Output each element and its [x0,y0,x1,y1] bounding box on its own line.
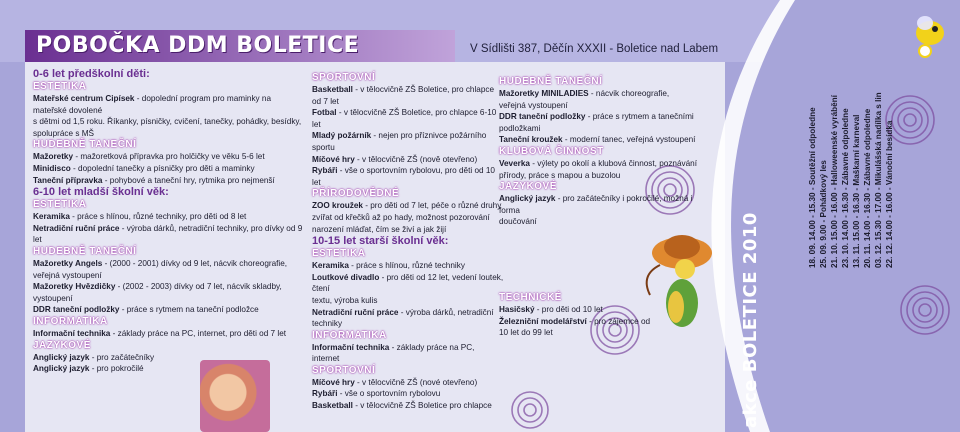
list-estetika2 [33,211,305,246]
section-informatika-2: INFORMATIKA [312,329,387,341]
list-item: Fotbal - v tělocvičně ZŠ Boletice, pro chlapce 6-10 let [312,108,497,129]
list-tanec2 [33,258,305,316]
event-item: 13. 11. 15.00 - 16.30 - Maškarní karneval [852,114,861,268]
list-item: Mažoretky - mažoretková přípravka pro holčičky ve věku 5-6 let [33,152,265,162]
events-title: akce BOLETICE 2010 [740,212,761,428]
list-item: Mateřské centrum Cipísek - dopolední program pro maminky na mateřské dovolené [33,94,272,115]
event-item: 20. 11. 14.00 - 16.30 - Zábavné odpoledne [863,108,872,268]
section-hudebne-tanecni-3: HUDEBNĚ TANEČNÍ [499,76,603,87]
list-item: Minidisco - dopolední tanečky a písničky pro děti a maminky [33,163,255,173]
list-item: doučování [499,217,537,227]
section-estetika-2: ESTETIKA [33,199,87,211]
list-item: Taneční přípravka - pohybové a taneční hry, rytmika pro nejmenší [33,175,275,185]
list-informatika-2 [312,342,504,365]
list-sportovni [312,84,504,188]
list-item: Taneční kroužek - moderní tanec, veřejná vystoupení [499,135,696,145]
list-item: Informační technika - základy práce na PC, internet [312,342,475,364]
bee-logo-icon [905,5,955,60]
list-item: ZOO kroužek - pro děti od 7 let, péče o různé druhy [312,201,502,211]
list-item: Informační technika - základy práce na PC, internet, pro děti od 7 let [33,328,287,338]
list-informatika [33,328,305,340]
column-3 [499,76,699,339]
section-hudebne-tanecni-2: HUDEBNĚ TANEČNÍ [33,245,137,257]
list-item: Veverka - výlety po okolí a klubová činnost, poznávání [499,158,697,168]
section-hudebne-tanecni: HUDEBNĚ TANEČNÍ [33,139,137,151]
section-sportovni-2: SPORTOVNÍ [312,364,376,376]
section-estetika: ESTETIKA [33,81,87,92]
heading-younger-school: 6-10 let mladší školní věk: [33,186,169,199]
heading-older-school: 10-15 let starší školní věk: [312,235,449,248]
list-item: DDR taneční podložky - práce s rytmem na taneční podložce [33,305,259,315]
list-jazykove [33,352,305,375]
list-item: Mladý požárník - nejen pro příznivce požárního sportu [312,131,487,152]
list-item: veřejná vystoupení [499,100,568,110]
list-sportovni-2 [312,377,504,412]
heading-preschool: 0-6 let předškolní děti: [33,68,150,80]
list-jazykove-3 [499,193,699,228]
section-jazykove: JAZYKOVÉ [33,339,91,351]
list-item: Míčové hry - v tělocvičně ZŠ (nově otevřeno) [312,154,478,164]
list-item: Anglický jazyk - pro začátečníky i pokročilé, možná i forma [499,194,693,215]
column-1 [33,68,305,375]
list-item: podložkami [499,123,541,133]
section-technicke: TECHNICKÉ [499,291,562,303]
event-item: 18. 09. 14.00 - 15.30 - Soutěžní odpoledne [808,107,817,268]
events-list [800,92,900,430]
list-estetika3 [312,260,504,330]
list-item: DDR taneční podložky - práce s rytmem a tanečními [499,112,694,122]
list-item: Mažoretky MINILADIES - nácvik choreografie, [499,89,670,98]
list-item: Rybáři - vše o sportovním rybolovu, pro děti od 10 let [312,166,495,187]
list-item: Anglický jazyk - pro začátečníky [33,352,155,362]
list-item: Anglický jazyk - pro pokročilé [33,364,144,374]
section-jazykove-3: JAZYKOVÉ [499,181,557,193]
list-item: Basketball - v tělocvičně ZŠ Boletice, pro chlapce od 7 let [312,85,495,106]
event-item: 21. 10. 15.00 - 16.00 - Halloweenské vyrábění [830,95,839,268]
list-item: 10 let do 99 let [499,328,553,338]
list-item: narození mláďat, čím se živí a jak žijí [312,224,447,234]
list-item: Basketball - v tělocvičně ZŠ Boletice pro chlapce [312,401,492,411]
event-item: 03. 12. 15.30 - 17.00 - Mikulášská nadílka s lin [874,92,883,268]
event-item: 23. 10. 14.00 - 16.30 - Zábavné odpoledne [841,108,850,268]
list-item: s dětmi od 1,5 roku. Říkanky, písničky, cvičení, tanečky, pohádky, besídky, spolupráce s MŠ [33,117,302,138]
list-item: přírody, práce s mapou a buzolou [499,170,621,180]
address: V Sídlišti 387, Děčín XXXII - Boletice nad Labem [470,43,719,55]
list-item: Železniční modelářství - pro zájemce od [499,316,651,326]
section-sportovni: SPORTOVNÍ [312,72,376,83]
list-item: Mažoretky Hvězdičky - (2002 - 2003) dívky od 7 let, nácvik skladby, vystoupení [33,282,282,303]
list-item: Míčové hry - v tělocvičně ZŠ (nové otevřeno) [312,377,478,387]
event-item: 25. 09. 9.00 - Pohádkový les [819,160,828,268]
section-informatika: INFORMATIKA [33,315,108,327]
list-item: zvířat od křečků až po hady, možnost pozorování [312,212,490,222]
list-prirodovedne [312,200,504,235]
list-technicke [499,304,699,339]
list-tanec3 [499,88,699,146]
list-item: Netradiční ruční práce - výroba dárků, netradiční techniky, pro dívky od 9 let [33,223,303,245]
page-title: POBOČKA DDM BOLETICE [36,33,360,58]
section-prirodovedne: PŘÍRODOVĚDNÉ [312,188,400,200]
list-item: textu, výroba kulis [312,295,378,305]
section-estetika-3: ESTETIKA [312,248,366,260]
section-klubova: KLUBOVÁ ČINNOST [499,145,604,157]
list-item: Keramika - práce s hlínou, různé techniky, pro děti od 8 let [33,212,247,222]
list-klubova [499,158,699,181]
event-item: 22. 12. 14.00 - 16.00 - Vánoční besídka [885,120,894,268]
list-item: Netradiční ruční práce - výroba dárků, netradiční techniky [312,307,494,329]
column-2 [312,72,504,412]
list-item: Hasičský - pro děti od 10 let [499,304,603,314]
list-item: Loutkové divadlo - pro děti od 12 let, vedení loutek, čtení [312,272,504,294]
list-item: Mažoretky Angels - (2000 - 2001) dívky od 9 let, nácvik choreografie, veřejná vystoupení [33,258,288,280]
list-item: Rybáři - vše o sportovním rybolovu [312,389,441,399]
list-item: Keramika - práce s hlínou, různé techniky [312,261,465,271]
list-tanec1 [33,151,305,186]
